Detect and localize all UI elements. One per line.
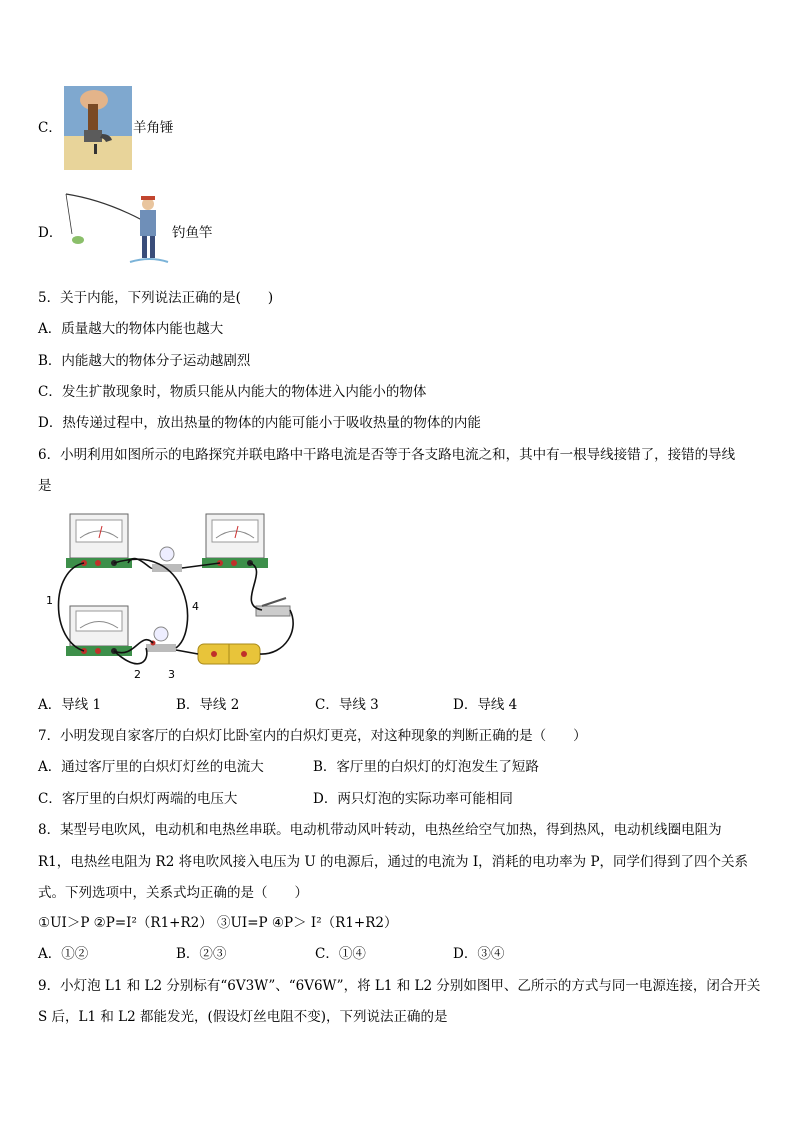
q4-option-c-label: 羊角锤 — [133, 120, 174, 136]
q8-relations: ①UI＞P ②P=I²（R1+R2） ③UI=P ④P＞ I²（R1+R2） — [38, 915, 398, 931]
wire-label-2: 2 — [134, 668, 141, 681]
wire-label-4: 4 — [192, 600, 199, 613]
q7-option-b: B．客厅里的白炽灯的灯泡发生了短路 — [313, 759, 539, 775]
q5-option-b: B．内能越大的物体分子运动越剧烈 — [38, 353, 251, 369]
q6-option-c: C．导线 3 — [315, 697, 379, 713]
ammeter-top-right — [202, 514, 268, 568]
fishing-illustration — [64, 190, 169, 270]
q7-stem: 7．小明发现自家客厅的白炽灯比卧室内的白炽灯更亮，对这种现象的判断正确的是（ ） — [38, 728, 587, 744]
q8-option-d: D．③④ — [453, 946, 505, 962]
q4-option-d — [38, 224, 62, 242]
q4-option-d-letter: D． — [38, 225, 63, 241]
wire-label-1: 1 — [46, 594, 53, 607]
battery-pack — [198, 644, 260, 664]
q6-stem-line2: 是 — [38, 478, 52, 494]
q7-option-c: C．客厅里的白炽灯两端的电压大 — [38, 791, 238, 807]
q9-stem-line2: S 后，L1 和 L2 都能发光，(假设灯丝电阻不变)，下列说法正确的是 — [38, 1009, 448, 1025]
q5-option-c: C．发生扩散现象时，物质只能从内能大的物体进入内能小的物体 — [38, 384, 427, 400]
ammeter-bottom-left — [66, 606, 132, 656]
q4-option-c-letter: C． — [38, 120, 62, 136]
q7-option-d: D．两只灯泡的实际功率可能相同 — [313, 791, 513, 807]
q8-stem-line2: R1，电热丝电阻为 R2 将电吹风接入电压为 U 的电源后，通过的电流为 I，消耗的电功率为 P，同学们得到了四个关系 — [38, 854, 749, 870]
wire-label-3: 3 — [168, 668, 175, 681]
q8-option-c: C．①④ — [315, 946, 366, 962]
q5-stem: 5．关于内能，下列说法正确的是( ) — [38, 290, 274, 306]
q6-option-a: A．导线 1 — [38, 697, 102, 713]
q4-option-d-label: 钓鱼竿 — [172, 225, 213, 241]
q8-option-a: A．①② — [38, 946, 89, 962]
q6-stem-line1: 6．小明利用如图所示的电路探究并联电路中干路电流是否等于各支路电流之和，其中有一根导线接错了，接错的导线 — [38, 447, 736, 463]
circuit-diagram — [40, 510, 305, 680]
bulb-bottom — [146, 627, 176, 652]
q4-option-c — [38, 119, 62, 137]
q8-stem-line1: 8．某型号电吹风，电动机和电热丝串联。电动机带动风叶转动，电热丝给空气加热，得到热风，电动机线圈电阻为 — [38, 822, 722, 838]
q9-stem-line1: 9．小灯泡 L1 和 L2 分别标有“6V3W”、“6V6W”，将 L1 和 L2 分别如图甲、乙所示的方式与同一电源连接，闭合开关 — [38, 978, 761, 994]
q6-option-b: B．导线 2 — [176, 697, 240, 713]
ammeter-top-left — [66, 514, 132, 568]
q8-stem-line3: 式。下列选项中，关系式均正确的是（ ） — [38, 885, 308, 901]
q5-option-a: A．质量越大的物体内能也越大 — [38, 321, 224, 337]
hammer-illustration — [64, 86, 132, 170]
switch — [256, 598, 290, 616]
q7-option-a: A．通过客厅里的白炽灯灯丝的电流大 — [38, 759, 264, 775]
q6-option-d: D．导线 4 — [453, 697, 518, 713]
q5-option-d: D．热传递过程中，放出热量的物体的内能可能小于吸收热量的物体的内能 — [38, 415, 481, 431]
q8-option-b: B．②③ — [176, 946, 227, 962]
